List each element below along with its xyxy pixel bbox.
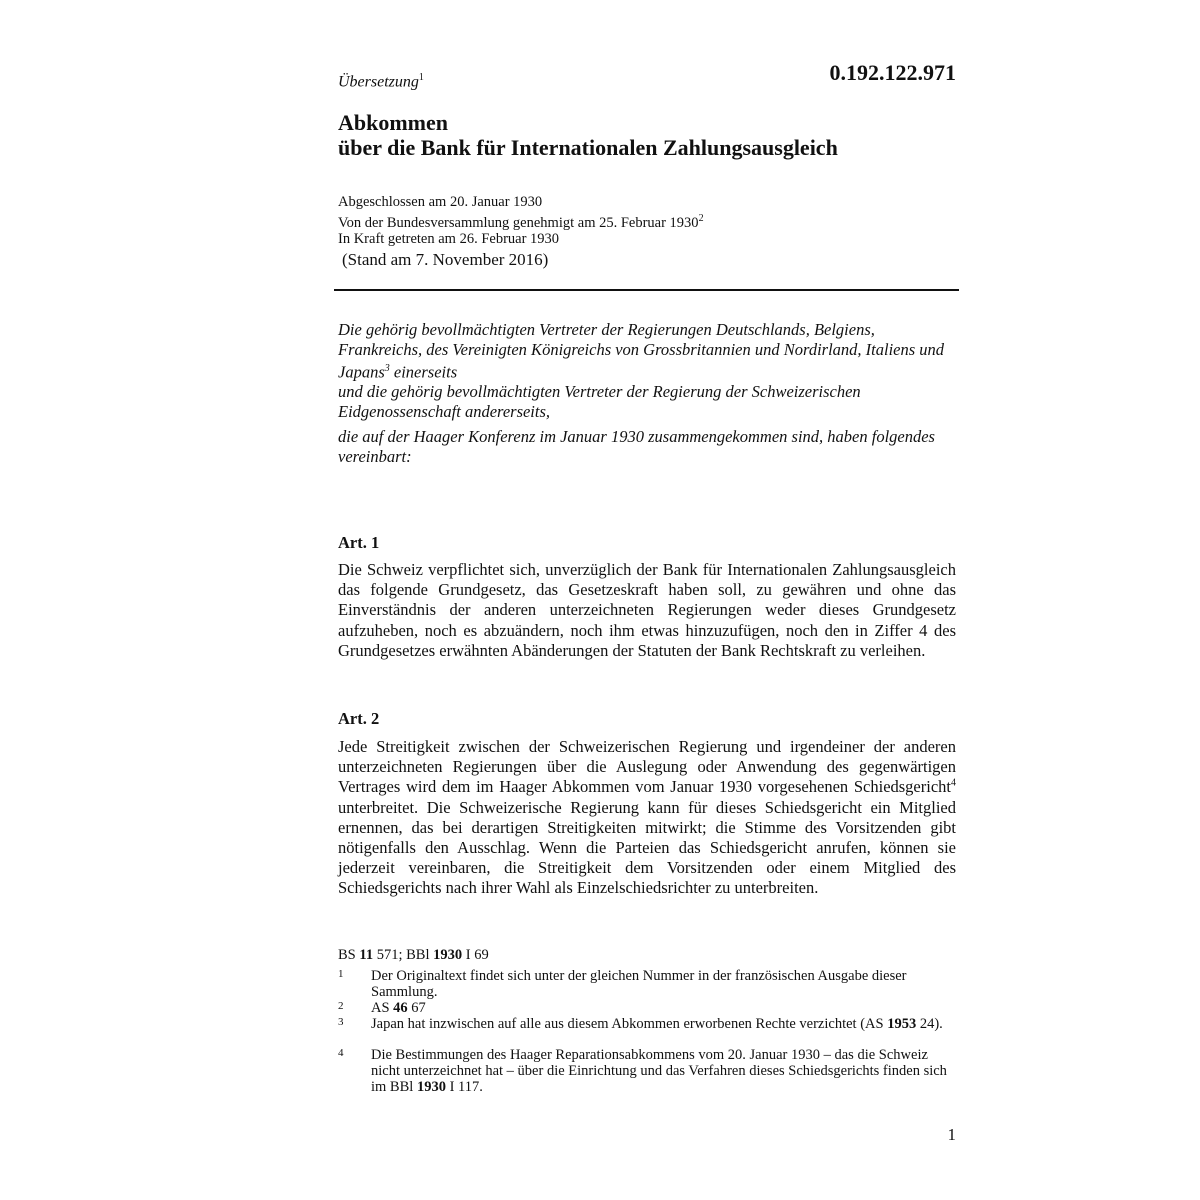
footnote-year: 1930 [416, 1079, 446, 1095]
in-force-date: In Kraft getreten am 26. Februar 1930 [338, 230, 560, 247]
preamble-text-1b: einerseits [389, 362, 458, 382]
footnote-text-part: AS [371, 1000, 394, 1016]
footnote-number: 1 [338, 968, 344, 980]
footnote-ref-3[interactable]: 3 [384, 363, 390, 374]
article-2-text-b: unterbreitet. Die Schweizerische Regierung kann für dieses Schiedsgericht ein Mitglied ernennen, das bei derartigen Streitigkeiten mitwirkt; die Stimme des Vorsitzenden gibt nötigenfalls den Ausschlag. Wenn die Parteien das Schiedsgericht anrufen, können sie jederzeit vereinbaren, die Streitigkeit dem Vorsitzenden oder einem Mitglied des Schiedsgerichts nach ihrer Wahl als Einzelschiedsrichter zu unterbreiten. [338, 797, 956, 898]
preamble-paragraph-1 [338, 320, 958, 421]
source-ref-part: 571; BBl [373, 947, 434, 963]
title-line-2: über die Bank für Internationalen Zahlungsausgleich [338, 135, 838, 160]
footnote-2 [338, 1000, 958, 1016]
footnote-text [371, 1016, 958, 1032]
footnote-ref-1[interactable]: 1 [418, 72, 424, 83]
title-line-1: Abkommen [338, 110, 449, 135]
document-metadata [338, 194, 704, 247]
header-divider [334, 289, 959, 291]
footnote-text-part: Japan hat inzwischen auf alle aus diesem Abkommen erworbenen Rechte verzichtet (AS [371, 1016, 888, 1032]
article-2-text-a: Jede Streitigkeit zwischen der Schweizerischen Regierung und irgendeiner der anderen unterzeichneten Regierungen über die Auslegung oder Anwendung des gegenwärtigen Vertrages wird dem im Haager Abkommen vom Januar 1930 vorgesehenen Schiedsgericht [338, 737, 956, 797]
approved-date [338, 211, 704, 231]
footnote-volume: 46 [393, 1000, 408, 1016]
footnote-text-part: 67 [407, 1000, 426, 1016]
footnote-text-part: I 117. [445, 1079, 483, 1095]
footnote-text-part: 24). [916, 1016, 943, 1032]
source-ref-volume: 11 [359, 947, 374, 963]
footnote-text: Der Originaltext findet sich unter der gleichen Nummer in der französischen Ausgabe dieser Sammlung. [371, 968, 907, 1000]
footnote-text-part: Die Bestimmungen des Haager Reparationsabkommens vom 20. Januar 1930 – das die Schweiz nicht unterzeichnet hat – über die Einrichtung und das Verfahren dieses Schiedsgerichts finden sich im BBl [371, 1047, 947, 1095]
footnote-ref-4[interactable]: 4 [951, 777, 956, 789]
source-ref-part: BS [338, 947, 360, 963]
footnote-1 [338, 968, 958, 1000]
source-ref-part: I 69 [462, 947, 489, 963]
sr-number: 0.192.122.971 [829, 60, 956, 85]
preamble-text-1c: und die gehörig bevollmächtigten Vertreter der Regierung der Schweizerischen Eidgenossenschaft andererseits, [338, 382, 861, 421]
source-ref-year: 1930 [433, 947, 463, 963]
article-1-heading: Art. 1 [338, 533, 380, 552]
footnote-number: 4 [338, 1047, 344, 1059]
footnote-text [371, 1000, 958, 1016]
page-number: 1 [947, 1125, 956, 1144]
footnote-text [371, 1047, 958, 1095]
approved-date-text: Von der Bundesversammlung genehmigt am 25. Februar 1930 [338, 214, 699, 231]
article-1-text: Die Schweiz verpflichtet sich, unverzüglich der Bank für Internationalen Zahlungsausgleich das folgende Grundgesetz, das Gesetzeskraft haben soll, zu gewähren und ohne das Einverständnis der anderen unterzeichneten Regierungen weder dieses Grundgesetz aufzuheben, noch es abzuändern, noch ihm etwas hinzuzufügen, noch den in Ziffer 4 des Grundgesetzes erwähnten Abänderungen der Statuten der Bank Rechtskraft zu verleihen. [338, 560, 956, 660]
footnote-number: 2 [338, 1000, 344, 1012]
concluded-date: Abgeschlossen am 20. Januar 1930 [338, 194, 543, 210]
article-2-text [338, 737, 956, 899]
article-2-heading: Art. 2 [338, 709, 380, 728]
document-title [338, 110, 838, 160]
footnote-3 [338, 1016, 958, 1032]
source-reference [338, 947, 489, 964]
footnote-year: 1953 [887, 1016, 917, 1032]
footnote-4 [338, 1047, 958, 1095]
footnote-ref-2[interactable]: 2 [698, 212, 704, 224]
status-date: (Stand am 7. November 2016) [342, 250, 549, 269]
translation-label-text: Übersetzung [338, 73, 419, 91]
preamble-text-1a: Die gehörig bevollmächtigten Vertreter der Regierungen Deutschlands, Belgiens, Frankreichs, des Vereinigten Königreichs von Grossbritannien und Nordirland, Italiens und Japans [338, 320, 945, 382]
preamble-paragraph-2: die auf der Haager Konferenz im Januar 1930 zusammengekommen sind, haben folgendes vereinbart: [338, 427, 935, 466]
preamble [338, 320, 958, 466]
translation-label [338, 72, 424, 91]
footnote-number: 3 [338, 1016, 344, 1028]
